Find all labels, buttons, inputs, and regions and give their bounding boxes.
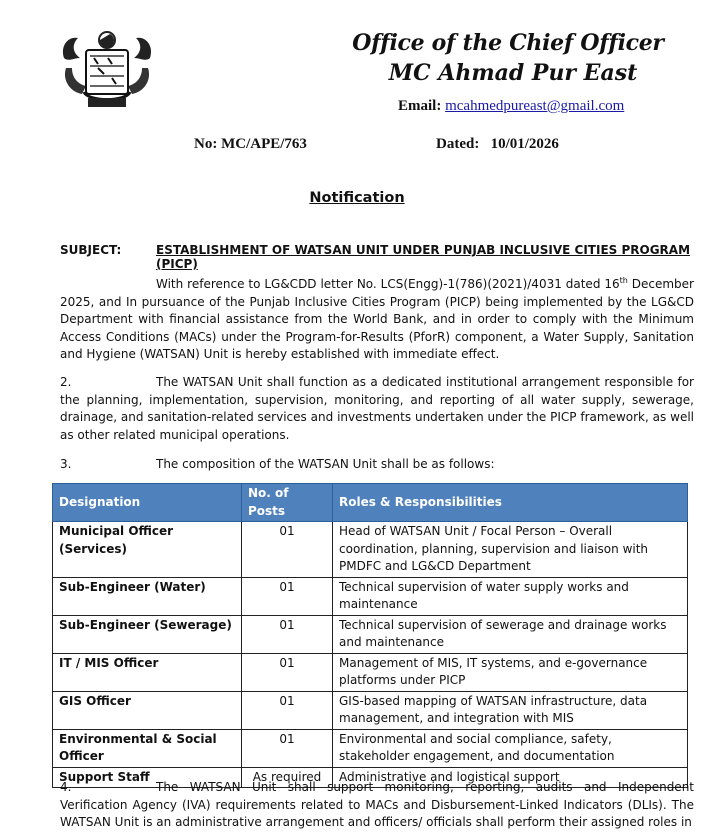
roles-cell: Environmental and social compliance, safety, stakeholder engagement, and documentation [333, 729, 688, 767]
paragraph-3-number: 3. [60, 457, 72, 471]
paragraph-4-text: The WATSAN Unit shall support monitoring, reporting, audits and Independent Verification Agency (IVA) requirements related to MACs and Disbursement-Linked Indicators (DLIs). The WATSAN Unit is an administrative arrangement and officers/ officials shall perform their assigned roles in [60, 780, 694, 829]
table-header-row [53, 484, 688, 522]
table-row [53, 691, 688, 729]
paragraph-1-sup: th [619, 276, 628, 285]
posts-cell: 01 [242, 577, 333, 615]
header-designation: Designation [53, 484, 242, 522]
paragraph-4-number: 4. [60, 780, 72, 794]
paragraph-2 [60, 374, 694, 444]
email-line [398, 98, 624, 115]
government-emblem [58, 28, 156, 110]
posts-cell: 01 [242, 615, 333, 653]
paragraph-1-part2: December 2025, and In pursuance of the Punjab Inclusive Cities Program (PICP) being implemented by the LG&CD Department with financial assistance from the World Bank, and in order to comply with the Minimum Access Conditions (MACs) under the Program-for-Results (PforR) component, a Water Supply, Sanitation and Hygiene (WATSAN) Unit is hereby established with immediate effect. [60, 277, 694, 361]
subject-label: SUBJECT: [60, 243, 122, 257]
paragraph-3 [60, 456, 694, 474]
posts-cell: 01 [242, 691, 333, 729]
date-value: 10/01/2026 [490, 136, 559, 152]
paragraph-1 [60, 272, 694, 364]
date-label: Dated: [436, 136, 480, 152]
header-roles: Roles & Responsibilities [333, 484, 688, 522]
posts-cell: 01 [242, 522, 333, 578]
paragraph-2-number: 2. [60, 375, 72, 389]
email-link[interactable]: mcahmedpureast@gmail.com [445, 98, 625, 114]
watsan-composition-table [52, 483, 688, 788]
roles-cell: GIS-based mapping of WATSAN infrastructure, data management, and integration with MIS [333, 691, 688, 729]
designation-cell: IT / MIS Officer [53, 653, 242, 691]
reference-label: No: [194, 136, 218, 152]
email-label: Email: [398, 98, 442, 114]
header-posts: No. of Posts [242, 484, 333, 522]
office-location: MC Ahmad Pur East [388, 60, 638, 86]
reference-value: MC/APE/763 [221, 136, 307, 152]
designation-cell: Sub-Engineer (Sewerage) [53, 615, 242, 653]
subject-text: ESTABLISHMENT OF WATSAN UNIT UNDER PUNJAB INCLUSIVE CITIES PROGRAM (PICP) [156, 243, 691, 271]
roles-cell: Technical supervision of sewerage and drainage works and maintenance [333, 615, 688, 653]
table-row [53, 522, 688, 578]
roles-cell: Management of MIS, IT systems, and e-governance platforms under PICP [333, 653, 688, 691]
paragraph-2-text: The WATSAN Unit shall function as a dedicated institutional arrangement responsible for the planning, implementation, supervision, monitoring, and reporting of all water supply, sewerage, drainage, and sanitation-related services and investments undertaken under the PICP framework, as well as other related municipal operations. [60, 375, 694, 442]
roles-cell: Administrative and logistical support [333, 767, 688, 788]
office-title: Office of the Chief Officer [352, 30, 664, 56]
designation-cell: Support Staff [53, 767, 242, 788]
table-row [53, 577, 688, 615]
designation-cell: Sub-Engineer (Water) [53, 577, 242, 615]
roles-cell: Technical supervision of water supply works and maintenance [333, 577, 688, 615]
notification-title: Notification [309, 190, 405, 206]
designation-cell: Municipal Officer (Services) [53, 522, 242, 578]
reference-number [194, 136, 307, 153]
designation-cell: GIS Officer [53, 691, 242, 729]
roles-cell: Head of WATSAN Unit / Focal Person – Overall coordination, planning, supervision and liaison with PMDFC and LG&CD Department [333, 522, 688, 578]
designation-cell: Environmental & Social Officer [53, 729, 242, 767]
notification-heading [0, 190, 714, 206]
table-row [53, 729, 688, 767]
paragraph-1-part1: With reference to LG&CDD letter No. LCS(Engg)-1(786)(2021)/4031 dated 16 [156, 277, 620, 291]
posts-cell: 01 [242, 653, 333, 691]
posts-cell: 01 [242, 729, 333, 767]
posts-cell: As required [242, 767, 333, 788]
paragraph-4 [60, 779, 694, 832]
paragraph-3-text: The composition of the WATSAN Unit shall be as follows: [156, 457, 495, 471]
table-row [53, 653, 688, 691]
table-row [53, 615, 688, 653]
date-line [436, 136, 559, 153]
